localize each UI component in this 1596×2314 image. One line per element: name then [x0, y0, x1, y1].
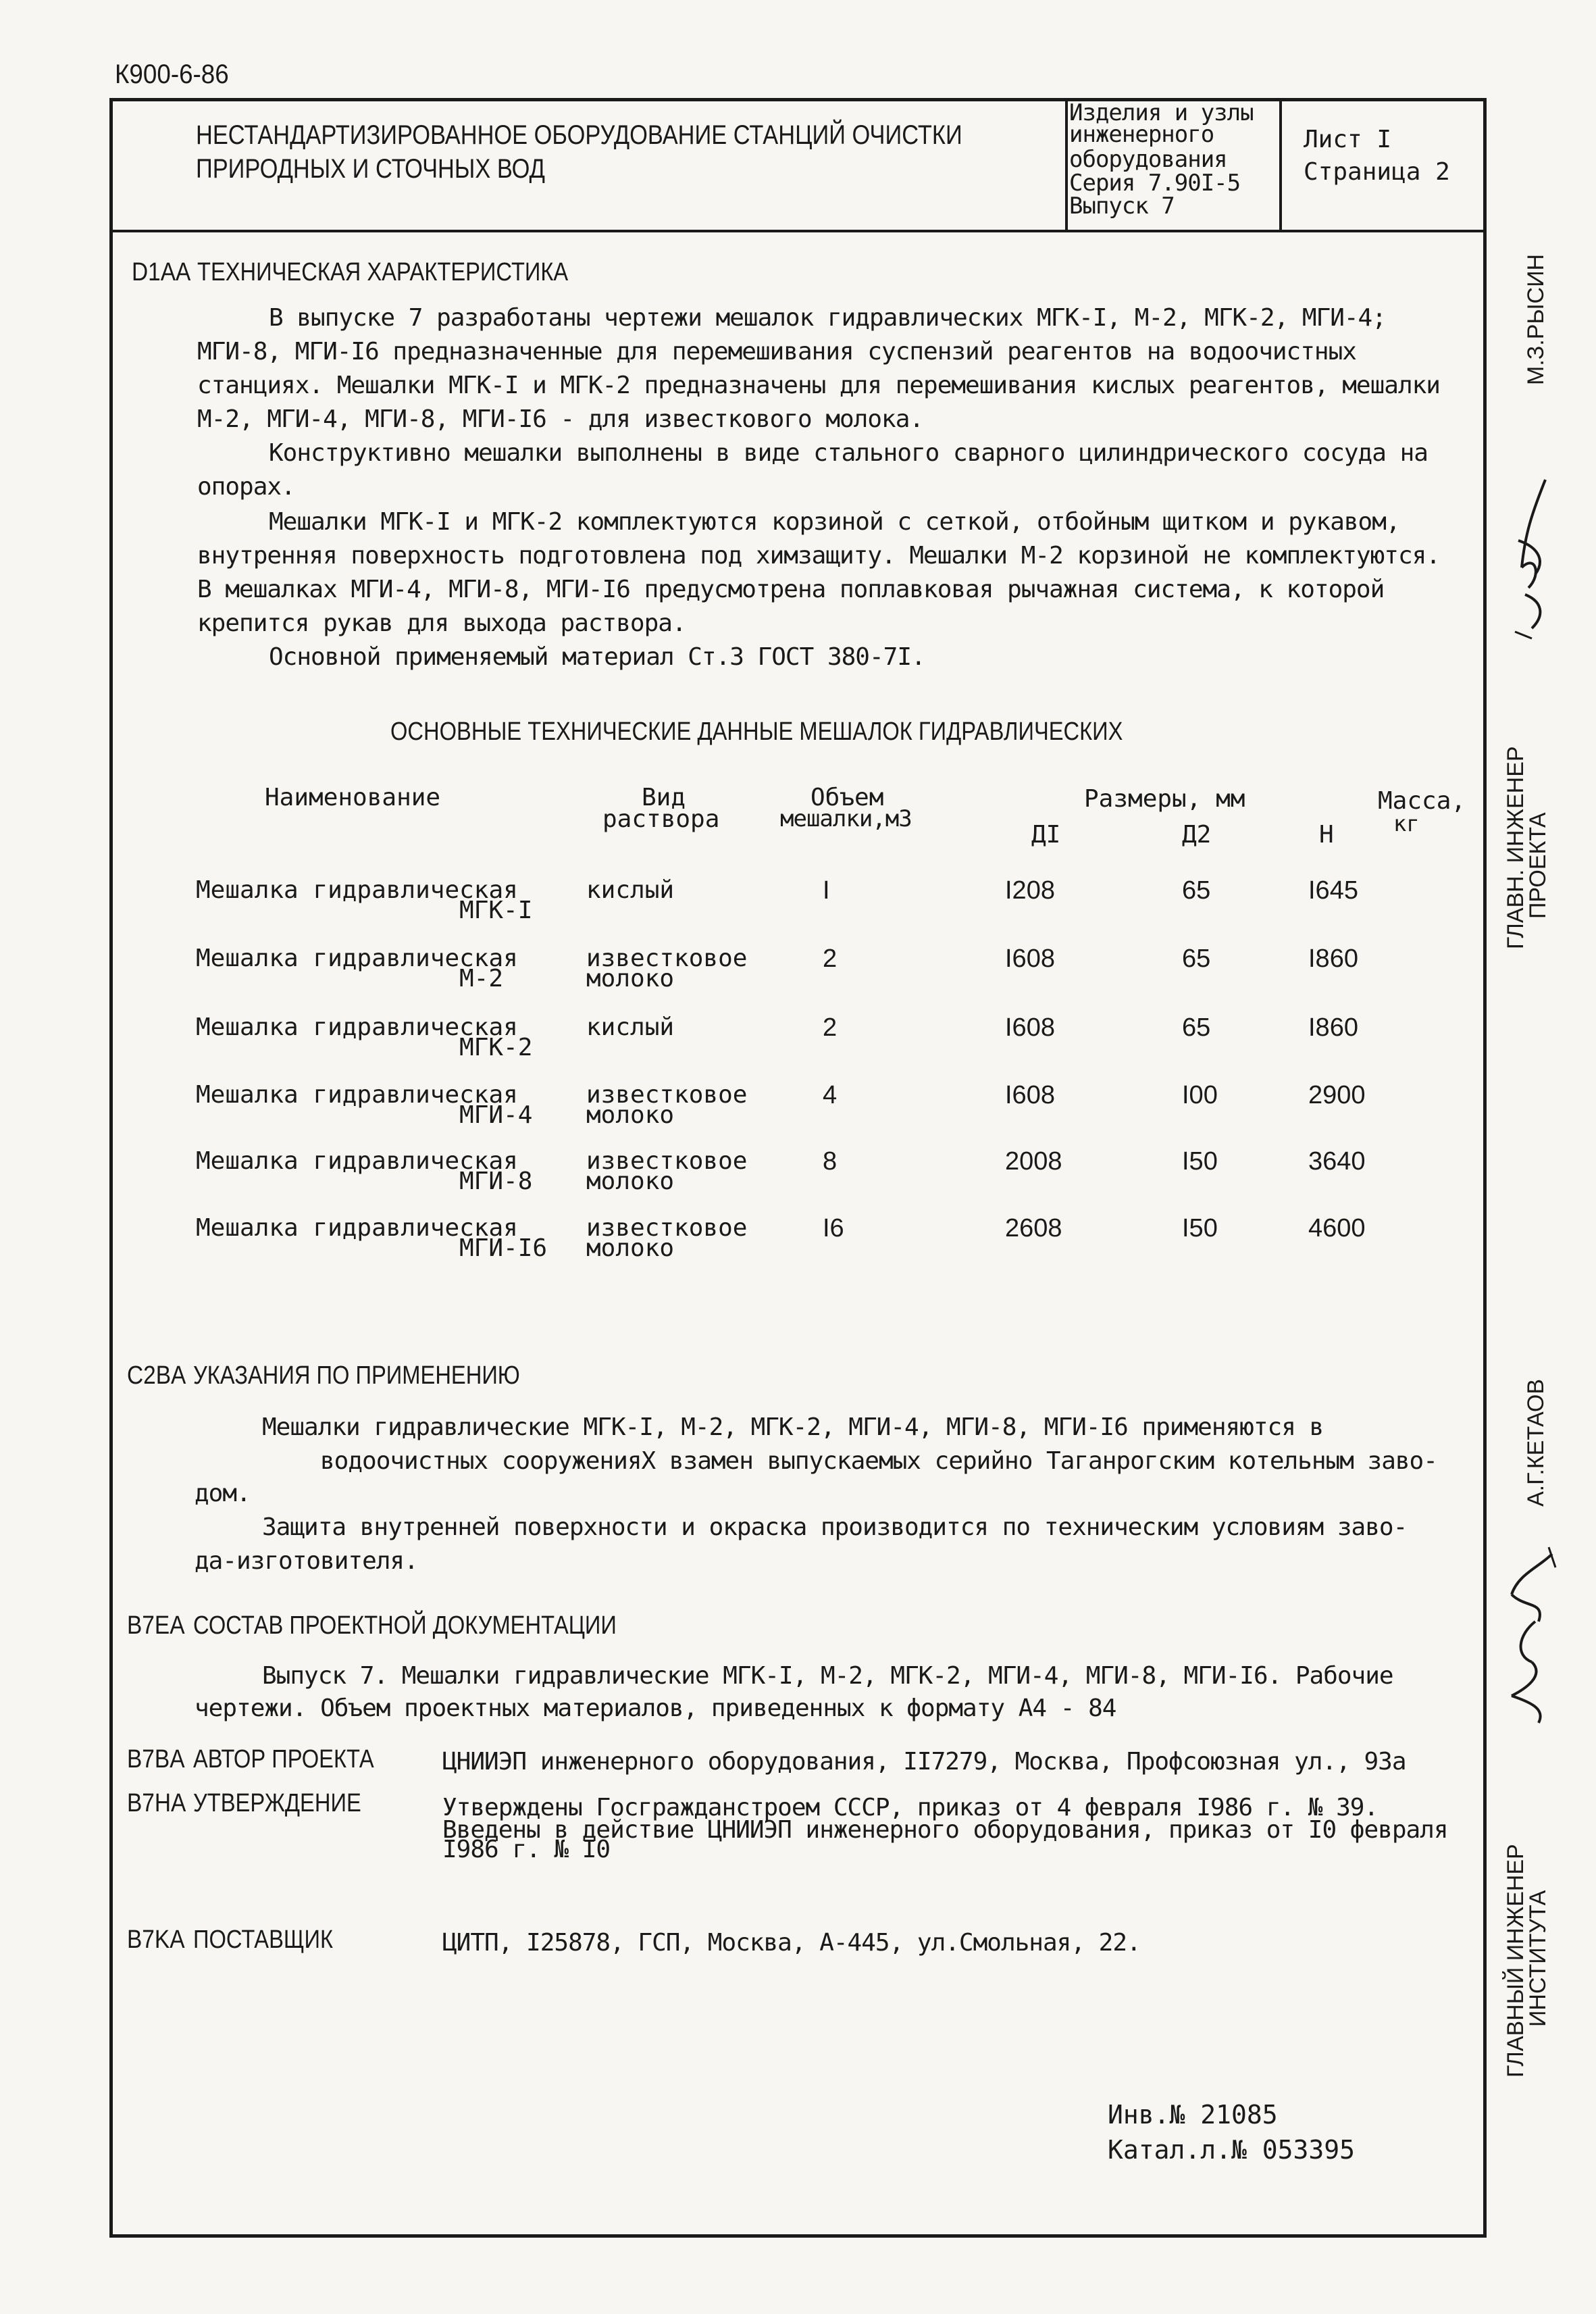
- approval-line1: Утверждены Госгражданстроем СССР, приказ от 4 февраля I986 г. № 39.: [442, 1794, 1379, 1821]
- header-col-divider-2: [1279, 98, 1282, 231]
- paragraph-line: В выпуске 7 разработаны чертежи мешалок гидравлических МГК-I, М-2, МГК-2, МГИ-4;: [269, 304, 1386, 332]
- col-header-name: Наименование: [265, 784, 441, 811]
- series-line2: инженерного: [1069, 121, 1214, 148]
- row-d2: I50: [1182, 1147, 1218, 1176]
- series-line4: Серия 7.90I-5: [1069, 170, 1241, 197]
- section-title: УКАЗАНИЯ ПО ПРИМЕНЕНИЮ: [193, 1361, 520, 1390]
- paragraph-line: В мешалках МГИ-4, МГИ-8, МГИ-I6 предусмотрена поплавковая рычажная система, к которой: [197, 576, 1385, 603]
- paragraph-line: МГИ-8, МГИ-I6 предназначенные для перемешивания суспензий реагентов на водоочистных: [197, 338, 1356, 366]
- paragraph-line: чертежи. Объем проектных материалов, приведенных к формату А4 - 84: [195, 1694, 1116, 1722]
- col-header-type-2: раствора: [602, 805, 720, 833]
- row-volume: 2: [823, 945, 838, 973]
- row-h: I645: [1308, 876, 1358, 905]
- doc-code: К900-6-86: [115, 59, 229, 89]
- header-col-divider-1: [1065, 98, 1068, 231]
- section-code: D1AA: [132, 258, 191, 286]
- row-volume: I6: [823, 1214, 844, 1242]
- row-d2: 65: [1182, 1013, 1211, 1042]
- series-line1: Изделия и узлы: [1069, 99, 1254, 126]
- row-d2: 65: [1182, 876, 1211, 905]
- catalog-number: Катал.л.№ 053395: [1108, 2135, 1356, 2165]
- col-header-d2: Д2: [1182, 821, 1212, 849]
- row-volume: 2: [823, 1013, 838, 1042]
- section-code: B7HA: [127, 1789, 186, 1817]
- col-header-type-1: Вид: [642, 784, 686, 811]
- row-h: I860: [1308, 945, 1358, 973]
- col-header-mass-2: кг: [1393, 811, 1420, 836]
- row-h: 4600: [1308, 1214, 1366, 1242]
- section-code: B7EA: [127, 1611, 185, 1640]
- section-code: C2BA: [127, 1361, 186, 1390]
- signer-role-2a: ГЛАВНЫЙ ИНЖЕНЕР: [1503, 1844, 1528, 2078]
- signer-role-1b: ПРОЕКТА: [1525, 812, 1551, 919]
- row-volume: 4: [823, 1081, 838, 1109]
- col-header-dims: Размеры, мм: [1084, 785, 1245, 813]
- paragraph-line: дом.: [195, 1480, 251, 1507]
- paragraph-line: Выпуск 7. Мешалки гидравлические МГК-I, М-2, МГК-2, МГИ-4, МГИ-8, МГИ-I6. Рабочие: [262, 1662, 1393, 1690]
- col-header-vol-1: Объем: [810, 784, 884, 811]
- row-name: Мешалка гидравлическая: [196, 1013, 518, 1041]
- row-type-2: молоко: [586, 1234, 675, 1262]
- series-line5: Выпуск 7: [1069, 193, 1175, 220]
- signer-role-2b: ИНСТИТУТА: [1525, 1890, 1551, 2027]
- row-model: МГИ-8: [459, 1167, 533, 1195]
- row-d2: 65: [1182, 945, 1211, 973]
- row-volume: I: [823, 876, 830, 905]
- row-d1: I208: [1005, 876, 1055, 905]
- signer-name-1: М.З.РЫСИН: [1523, 253, 1549, 385]
- paragraph-line: Мешалки МГК-I и МГК-2 комплектуются корзиной с сеткой, отбойным щитком и рукавом,: [269, 508, 1400, 536]
- col-header-mass-1: Масса,: [1378, 787, 1466, 815]
- row-name: Мешалка гидравлическая: [196, 1081, 518, 1109]
- paragraph-line: Конструктивно мешалки выполнены в виде стального сварного цилиндрического сосуда на: [269, 439, 1428, 467]
- row-type-2: молоко: [586, 1167, 675, 1195]
- supplier-label: ПОСТАВЩИК: [193, 1926, 334, 1954]
- row-type: известковое: [586, 945, 748, 972]
- paragraph-line: М-2, МГИ-4, МГИ-8, МГИ-I6 - для известкового молока.: [197, 405, 924, 433]
- section-code: B7KA: [127, 1926, 185, 1954]
- paragraph-line: Мешалки гидравлические МГК-I, М-2, МГК-2, МГИ-4, МГИ-8, МГИ-I6 применяются в: [262, 1413, 1324, 1441]
- row-type: кислый: [586, 1013, 675, 1041]
- author-text: ЦНИИЭП инженерного оборудования, II7279, Москва, Профсоюзная ул., 93а: [442, 1748, 1406, 1776]
- row-volume: 8: [823, 1147, 838, 1176]
- page-number: Страница 2: [1304, 158, 1450, 186]
- row-d1: I608: [1005, 1081, 1055, 1109]
- row-model: МГИ-4: [459, 1101, 533, 1129]
- col-header-vol-2: мешалки,м3: [780, 805, 912, 832]
- header-title-line2: ПРИРОДНЫХ И СТОЧНЫХ ВОД: [196, 154, 545, 184]
- col-header-h: Н: [1319, 821, 1334, 849]
- section-code: B7BA: [127, 1745, 185, 1774]
- row-type: известковое: [586, 1081, 748, 1109]
- row-model: МГК-I: [459, 897, 533, 924]
- paragraph-line: Основной применяемый материал Ст.3 ГОСТ 380-7I.: [269, 643, 925, 671]
- supplier-text: ЦИТП, I25878, ГСП, Москва, А-445, ул.Смольная, 22.: [442, 1929, 1141, 1957]
- signer-role-1a: ГЛАВН. ИНЖЕНЕР: [1503, 746, 1528, 949]
- row-name: Мешалка гидравлическая: [196, 876, 518, 904]
- series-line3: оборудования: [1069, 146, 1227, 173]
- row-d1: 2608: [1005, 1214, 1062, 1242]
- row-name: Мешалка гидравлическая: [196, 1147, 518, 1175]
- approval-line2: Введены в действие ЦНИИЭП инженерного оборудования, приказ от I0 февраля: [442, 1816, 1448, 1844]
- row-type-2: молоко: [586, 965, 675, 992]
- row-type-2: молоко: [586, 1101, 675, 1129]
- paragraph-line: станциях. Мешалки МГК-I и МГК-2 предназначены для перемешивания кислых реагентов, мешалки: [197, 372, 1440, 399]
- row-type: кислый: [586, 876, 675, 904]
- row-type: известковое: [586, 1147, 748, 1175]
- paragraph-line: внутренняя поверхность подготовлена под химзащиту. Мешалки М-2 корзиной не комплектуются.: [197, 542, 1440, 570]
- row-type: известковое: [586, 1214, 748, 1242]
- row-d2: I00: [1182, 1081, 1218, 1109]
- row-name: Мешалка гидравлическая: [196, 1214, 518, 1242]
- row-h: 2900: [1308, 1081, 1366, 1109]
- approval-label: УТВЕРЖДЕНИЕ: [193, 1789, 361, 1817]
- table-title: ОСНОВНЫЕ ТЕХНИЧЕСКИЕ ДАННЫЕ МЕШАЛОК ГИДРАВЛИЧЕСКИХ: [390, 718, 1123, 746]
- signer-name-2: А.Г.КЕТАОВ: [1523, 1378, 1549, 1507]
- paragraph-line: Защита внутренней поверхности и окраска производится по техническим условиям заво-: [262, 1513, 1408, 1541]
- paragraph-line: опорах.: [197, 473, 295, 501]
- row-model: М-2: [459, 965, 504, 992]
- author-label: АВТОР ПРОЕКТА: [193, 1745, 374, 1774]
- col-header-d1: ДI: [1031, 821, 1061, 849]
- handwritten-signature-1: [1505, 473, 1566, 649]
- row-d1: I608: [1005, 1013, 1055, 1042]
- handwritten-signature-2: [1498, 1540, 1566, 1730]
- section-title: ТЕХНИЧЕСКАЯ ХАРАКТЕРИСТИКА: [197, 258, 569, 286]
- sheet-number: Лист I: [1304, 126, 1392, 153]
- inventory-number: Инв.№ 21085: [1108, 2100, 1278, 2130]
- row-d1: 2008: [1005, 1147, 1062, 1176]
- row-model: МГК-2: [459, 1034, 533, 1061]
- paragraph-line: да-изготовителя.: [195, 1547, 418, 1575]
- row-name: Мешалка гидравлическая: [196, 945, 518, 972]
- approval-line3: I986 г. № I0: [442, 1836, 611, 1863]
- row-h: 3640: [1308, 1147, 1366, 1176]
- row-h: I860: [1308, 1013, 1358, 1042]
- paragraph-line: водоочистных сооруженияХ взамен выпускаемых серийно Таганрогским котельным заво-: [320, 1447, 1437, 1475]
- section-title: СОСТАВ ПРОЕКТНОЙ ДОКУМЕНТАЦИИ: [193, 1611, 617, 1640]
- row-d2: I50: [1182, 1214, 1218, 1242]
- header-title-line1: НЕСТАНДАРТИЗИРОВАННОЕ ОБОРУДОВАНИЕ СТАНЦИЙ ОЧИСТКИ: [196, 120, 962, 150]
- paragraph-line: крепится рукав для выхода раствора.: [197, 609, 686, 637]
- row-model: МГИ-I6: [459, 1234, 548, 1262]
- row-d1: I608: [1005, 945, 1055, 973]
